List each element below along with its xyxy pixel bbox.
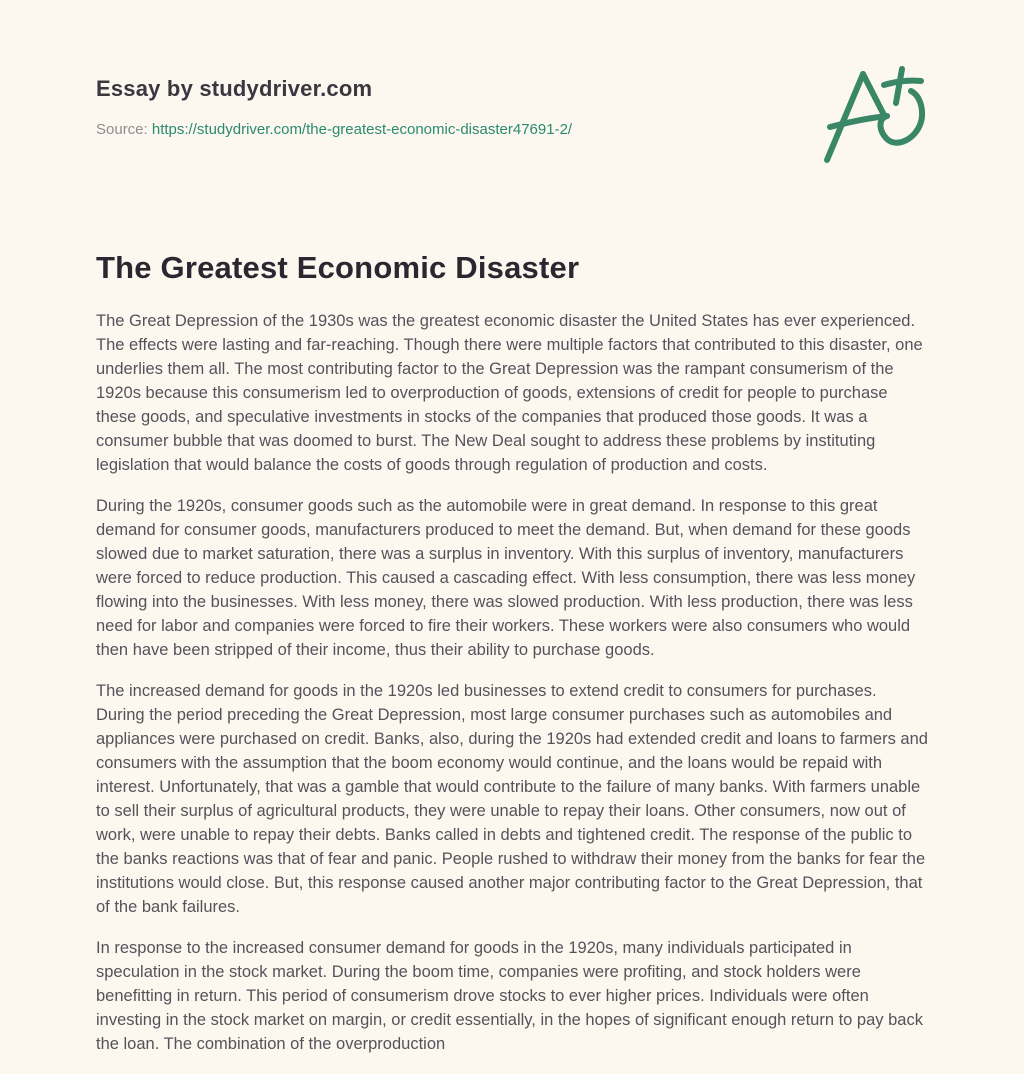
page-header-title: Essay by studydriver.com xyxy=(96,76,373,101)
essay-paragraph-3: The increased demand for goods in the 1920s led businesses to extend credit to consumers for purchases. During the period preceding the Great Depression, most large consumer purchases such as automobiles and appliances were purchased on credit. Banks, also, during the 1920s had extended credit and loans to farmers and consumers with the assumption that the boom economy would continue, and the loans would be repaid with interest. Unfortunately, that was a gamble that would contribute to the failure of many banks. With farmers unable to sell their surplus of agricultural products, they were unable to repay their loans. Other consumers, now out of work, were unable to repay their debts. Banks called in debts and tightened credit. The response of the public to the banks reactions was that of fear and panic. People rushed to withdraw their money from the banks for fear the institutions would close. But, this response caused another major contributing factor to the Great Depression, that of the bank failures. xyxy=(96,682,928,916)
essay-title: The Greatest Economic Disaster xyxy=(96,250,580,285)
essay-paragraph-1: The Great Depression of the 1930s was the greatest economic disaster the United States has ever experienced. The effects were lasting and far-reaching. Though there were multiple factors that contributed to this disaster, one underlies them all. The most contributing factor to the Great Depression was the rampant consumerism of the 1920s because this consumerism led to overproduction of goods, extensions of credit for people to purchase these goods, and speculative investments in stocks of the companies that produced those goods. It was a consumer bubble that was doomed to burst. The New Deal sought to address these problems by instituting legislation that would balance the costs of goods through regulation of production and costs. xyxy=(96,312,923,474)
essay-body xyxy=(96,309,929,1073)
studydriver-a-plus-logo-icon xyxy=(824,66,928,166)
source-line xyxy=(96,121,572,138)
source-link[interactable]: https://studydriver.com/the-greatest-economic-disaster47691-2/ xyxy=(151,121,573,138)
source-label: Source: xyxy=(96,121,148,138)
essay-paragraph-2: During the 1920s, consumer goods such as the automobile were in great demand. In response to this great demand for consumer goods, manufacturers produced to meet the demand. But, when demand for these goods slowed due to market saturation, there was a surplus in inventory. With this surplus of inventory, manufacturers were forced to reduce production. This caused a cascading effect. With less consumption, there was less money flowing into the businesses. With less money, there was slowed production. With less production, there was less need for labor and companies were forced to fire their workers. These workers were also consumers who would then have been stripped of their income, thus their ability to purchase goods. xyxy=(96,497,916,659)
essay-paragraph-4: In response to the increased consumer demand for goods in the 1920s, many individuals participated in speculation in the stock market. During the boom time, companies were profiting, and stock holders were benefitting in return. This period of consumerism drove stocks to ever higher prices. Individuals were often investing in the stock market on margin, or credit essentially, in the hopes of significant enough return to pay back the loan. The combination of the overproduction xyxy=(96,939,923,1053)
